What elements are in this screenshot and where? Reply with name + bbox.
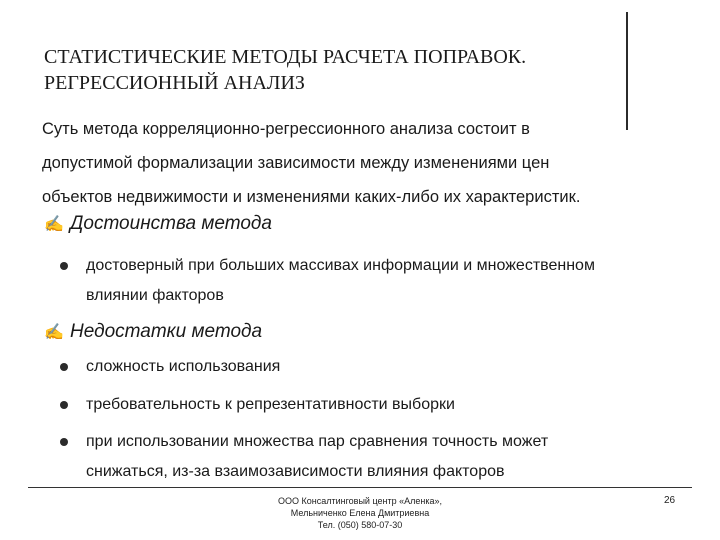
bullet-icon [60, 401, 68, 409]
intro-paragraph [42, 112, 682, 214]
advantages-heading-text: Достоинства метода [70, 213, 272, 234]
list-item-line-1: требовательность к репрезентативности выборки [86, 396, 455, 413]
footer-line-2: Мельниченко Елена Дмитриевна [290, 508, 430, 518]
intro-line-3: объектов недвижимости и изменениями каких-либо их характеристик. [42, 188, 581, 206]
bullet-icon [60, 438, 68, 446]
advantages-heading [44, 213, 272, 235]
page-title [44, 44, 624, 96]
title-line-1: СТАТИСТИЧЕСКИЕ МЕТОДЫ РАСЧЕТА ПОПРАВОК. [44, 46, 527, 68]
list-item [60, 251, 595, 311]
footer-contact [200, 495, 520, 531]
list-item-line-1: сложность использования [86, 358, 281, 375]
list-item [60, 352, 280, 382]
intro-line-1: Суть метода корреляционно-регрессионного анализа состоит в [42, 120, 530, 138]
list-item [60, 390, 455, 420]
footer-line-1: ООО Консалтинговый центр «Аленка», [277, 496, 442, 506]
disadvantages-heading-text: Недостатки метода [70, 321, 263, 342]
list-item-line-1: достоверный при больших массивах информации и множественном [86, 257, 595, 274]
title-line-2: РЕГРЕССИОННЫЙ АНАЛИЗ [44, 72, 305, 94]
intro-line-2: допустимой формализации зависимости между изменениями цен [42, 154, 550, 172]
pen-check-icon: ✍ [44, 216, 64, 233]
list-item [60, 427, 548, 487]
disadvantages-heading [44, 321, 262, 343]
footer-divider [28, 487, 692, 488]
pen-check-icon: ✍ [44, 324, 64, 341]
bullet-icon [60, 363, 68, 371]
list-item-line-2: снижаться, из-за взаимозависимости влияния факторов [86, 463, 505, 480]
bullet-icon [60, 262, 68, 270]
footer-line-3: Тел. (050) 580-07-30 [317, 520, 403, 530]
list-item-line-2: влиянии факторов [86, 287, 224, 304]
list-item-line-1: при использовании множества пар сравнения точность может [86, 433, 549, 450]
page-number: 26 [664, 495, 676, 506]
